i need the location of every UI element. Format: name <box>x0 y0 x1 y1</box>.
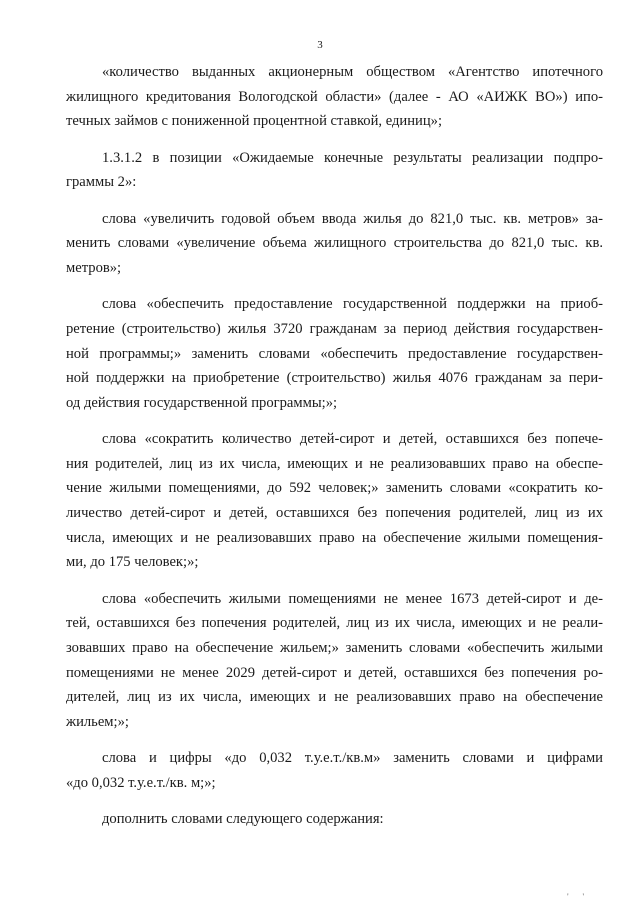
text-line: ной поддержки на приобретение (строительство) жилья 4076 гражданам за пери- <box>66 370 603 387</box>
text-line: дополнить словами следующего содержания: <box>102 811 384 828</box>
text-line: ния родителей, лиц из их числа, имеющих и не реализовавших право на обеспе- <box>66 455 603 472</box>
text-line: ретение (строительство) жилья 3720 гражданам за период действия государствен- <box>66 321 603 338</box>
paragraph <box>66 146 603 195</box>
text-line: граммы 2»: <box>66 174 137 191</box>
text-line: тей, оставшихся без попечения родителей, лиц из их числа, имеющих и не реали- <box>66 615 603 632</box>
paragraph <box>66 60 603 134</box>
text-line: слова «обеспечить жилыми помещениями не менее 1673 детей-сирот и де- <box>102 590 603 607</box>
text-line: чение жилыми помещениями, до 592 человек;» заменить словами «сократить ко- <box>66 480 603 497</box>
page-number: 3 <box>317 39 323 51</box>
text-line: 1.3.1.2 в позиции «Ожидаемые конечные результаты реализации подпро- <box>102 149 603 166</box>
text-line: слова «сократить количество детей-сирот и детей, оставшихся без попече- <box>102 431 603 448</box>
text-line: слова «обеспечить предоставление государственной поддержки на приоб- <box>102 296 603 313</box>
text-line: «до 0,032 т.у.е.т./кв. м;»; <box>66 774 216 791</box>
paragraph <box>66 746 603 795</box>
text-line: зовавших право на обеспечение жильем;» заменить словами «обеспечить жилыми <box>66 639 603 656</box>
text-line: менить словами «увеличение объема жилищного строительства до 821,0 тыс. кв. <box>66 235 603 252</box>
text-line: жилищного кредитования Вологодской области» (далее - АО «АИЖК ВО») ипо- <box>66 88 603 105</box>
text-line: жильем;»; <box>66 713 129 730</box>
paragraph <box>66 587 603 735</box>
paragraph <box>66 427 603 575</box>
text-line: «количество выданных акционерным обществом «Агентство ипотечного <box>102 64 603 80</box>
text-line: слова и цифры «до 0,032 т.у.е.т./кв.м» заменить словами и цифрами <box>102 750 603 767</box>
paragraph <box>66 207 603 281</box>
text-line: помещениями не менее 2029 детей-сирот и детей, оставшихся без попечения ро- <box>66 664 603 681</box>
text-line: слова «увеличить годовой объем ввода жилья до 821,0 тыс. кв. метров» за- <box>102 210 603 227</box>
document-body <box>66 60 603 844</box>
text-line: од действия государственной программы;»; <box>66 394 338 411</box>
paragraph <box>66 292 603 415</box>
text-line: личество детей-сирот и детей, оставшихся без попечения родителей, лиц из их <box>66 505 603 522</box>
scan-artifact-mark: ' ' <box>567 892 590 901</box>
paragraph <box>66 807 603 832</box>
text-line: ной программы;» заменить словами «обеспечить предоставление государствен- <box>66 345 603 362</box>
text-line: дителей, лиц из их числа, имеющих и не реализовавших право на обеспечение <box>66 689 603 706</box>
text-line: течных займов с пониженной процентной ставкой, единиц»; <box>66 113 443 130</box>
text-line: ми, до 175 человек;»; <box>66 554 199 571</box>
text-line: метров»; <box>66 259 122 276</box>
text-line: числа, имеющих и не реализовавших право на обеспечение жилыми помещения- <box>66 529 603 546</box>
